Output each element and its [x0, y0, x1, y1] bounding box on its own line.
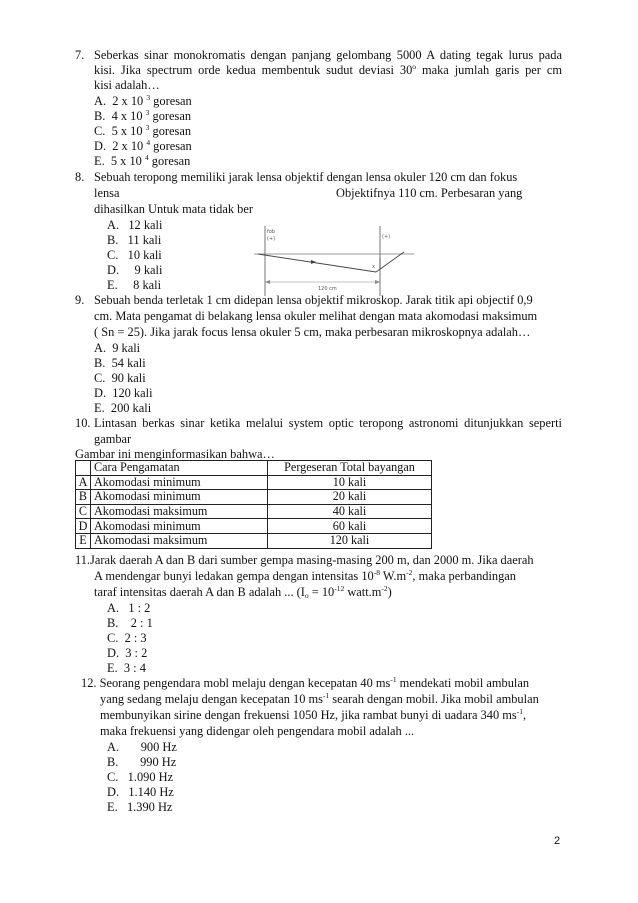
question-text-line: Seberkas sinar monokromatis dengan panjang gelombang 5000 A dating tegak lurus pada	[94, 48, 562, 62]
figure-label: x	[372, 264, 375, 270]
table-row	[76, 490, 432, 505]
answer-option: B. 4 x 10 $^3$ goresan	[94, 108, 192, 123]
question-number: 10.	[75, 416, 91, 430]
question-text-line: Sebuah benda terletak 1 cm didepan lensa objektif mikroskop. Jarak titik api objectif 0,9	[94, 293, 533, 307]
answer-option: B. 990 Hz	[107, 755, 177, 769]
table-cell-method: Akomodasi minimum	[91, 490, 268, 505]
table-row	[76, 504, 432, 519]
table-cell-value: 40 kali	[268, 504, 432, 519]
question-number: 7.	[75, 48, 85, 62]
answer-option: A. 1 : 2	[107, 601, 151, 615]
table-cell-method: Akomodasi maksimum	[91, 533, 268, 548]
question-text-line: gambar	[94, 432, 132, 446]
question-text-line: membunyikan sirine dengan frekuensi 1050 Hz, jika rambat bunyi di uadara 340 $ms^{-1}$,	[100, 707, 527, 722]
question-text-line: maka frekuensi yang didengar oleh pengendara mobil adalah ...	[100, 724, 415, 738]
table-cell-method: Akomodasi minimum	[91, 519, 268, 534]
answer-option: E. 1.390 Hz	[107, 800, 173, 814]
telescope-ray-diagram	[254, 218, 414, 300]
answer-option: D. 9 kali	[107, 263, 163, 277]
answer-table	[75, 460, 432, 549]
question-text-line: taraf intensitas daerah A dan B adalah ... ($I_o = 10^{-12}$ $watt.m^{-2}$)	[94, 584, 392, 600]
table-cell-value: 10 kali	[268, 475, 432, 490]
table-cell-letter: A	[76, 475, 91, 490]
question-text-line: ( Sn = 25). Jika jarak focus lensa okuler 5 cm, maka perbesaran mikroskopnya adalah…	[94, 325, 531, 339]
answer-option: D. 1.140 Hz	[107, 785, 174, 799]
question-text-line: Lintasan berkas sinar ketika melalui system optic teropong astronomi ditunjukkan seperti	[94, 416, 562, 430]
question-text-line: dihasilkan Untuk mata tidak ber	[94, 202, 253, 216]
question-number: 9.	[75, 293, 85, 307]
question-text-line: Sebuah teropong memiliki jarak lensa objektif dengan lensa okuler 120 cm dan fokus	[94, 170, 518, 184]
page-number: 2	[554, 835, 561, 847]
figure-dimension-label: 120 cm	[318, 286, 337, 292]
table-header-row	[76, 461, 432, 476]
answer-option: A. 12 kali	[107, 218, 163, 232]
figure-label: (+)	[382, 234, 391, 240]
table-row	[76, 475, 432, 490]
question-text-line: 11.Jarak daerah A dan B dari sumber gempa masing-masing 200 m, dan 2000 m. Jika daerah	[75, 553, 534, 567]
question-number: 8.	[75, 170, 85, 184]
answer-option: D. 3 : 2	[107, 646, 148, 660]
table-cell-value: 120 kali	[268, 533, 432, 548]
answer-option: C. 90 kali	[94, 371, 146, 385]
answer-option: E. 8 kali	[107, 278, 162, 292]
question-text-line: lensa	[94, 186, 120, 200]
question-text-line: kisi. Jika spectrum orde kedua membentuk sudut deviasi 30$^o$ maka jumlah garis per cm	[94, 62, 562, 77]
question-text-line: cm. Mata pengamat di belakang lensa okuler melihat dengan mata akomodasi maksimum	[94, 309, 538, 323]
answer-option: C. 2 : 3	[107, 631, 147, 645]
answer-option: A. 900 Hz	[107, 740, 177, 754]
answer-option: C. 5 x 10 $^3$ goresan	[94, 123, 192, 138]
table-cell-value: 20 kali	[268, 490, 432, 505]
question-text-line: Gambar ini menginformasikan bahwa…	[75, 447, 275, 461]
answer-option: E. 5 x 10 $^4$ goresan	[94, 153, 191, 168]
answer-option: C. 1.090 Hz	[107, 770, 174, 784]
table-cell-method: Akomodasi maksimum	[91, 504, 268, 519]
table-row	[76, 519, 432, 534]
table-header-cell	[76, 461, 91, 476]
table-cell-value: 60 kali	[268, 519, 432, 534]
answer-option: D. 2 x 10 $^4$ goresan	[94, 138, 192, 153]
figure-label: fob	[267, 229, 275, 235]
answer-option: B. 54 kali	[94, 356, 146, 370]
answer-option: E. 200 kali	[94, 401, 152, 415]
table-cell-letter: D	[76, 519, 91, 534]
table-cell-letter: E	[76, 533, 91, 548]
answer-option: A. 9 kali	[94, 341, 141, 355]
question-text-line: yang sedang melaju dengan kecepatan 10 $ms^{-1}$ searah dengan mobil. Jika mobil ambulan	[100, 691, 539, 706]
table-cell-letter: B	[76, 490, 91, 505]
answer-option: B. 2 : 1	[107, 616, 153, 630]
table-header-cell: Pergeseran Total bayangan	[268, 461, 432, 476]
question-text-line: 12. Seorang pengendara mobl melaju dengan kecepatan 40 $ms^{-1}$ mendekati mobil ambulan	[81, 675, 530, 690]
answer-option: C. 10 kali	[107, 248, 162, 262]
answer-option: D. 120 kali	[94, 386, 153, 400]
table-row	[76, 533, 432, 548]
table-header-cell: Cara Pengamatan	[91, 461, 268, 476]
figure-label: (+)	[267, 236, 276, 242]
table-cell-letter: C	[76, 504, 91, 519]
question-text-line: kisi adalah…	[94, 78, 160, 92]
question-text-line: A mendengar bunyi ledakan gempa dengan intensitas $10^{-8}$ $W.m^{-2}$, maka perbandingan	[94, 568, 516, 583]
table-cell-method: Akomodasi minimum	[91, 475, 268, 490]
question-text-line: Objektifnya 110 cm. Perbesaran yang	[336, 186, 523, 200]
answer-option: A. 2 x 10 $^3$ goresan	[94, 93, 192, 108]
answer-option: E. 3 : 4	[107, 661, 146, 675]
answer-option: B. 11 kali	[107, 233, 162, 247]
